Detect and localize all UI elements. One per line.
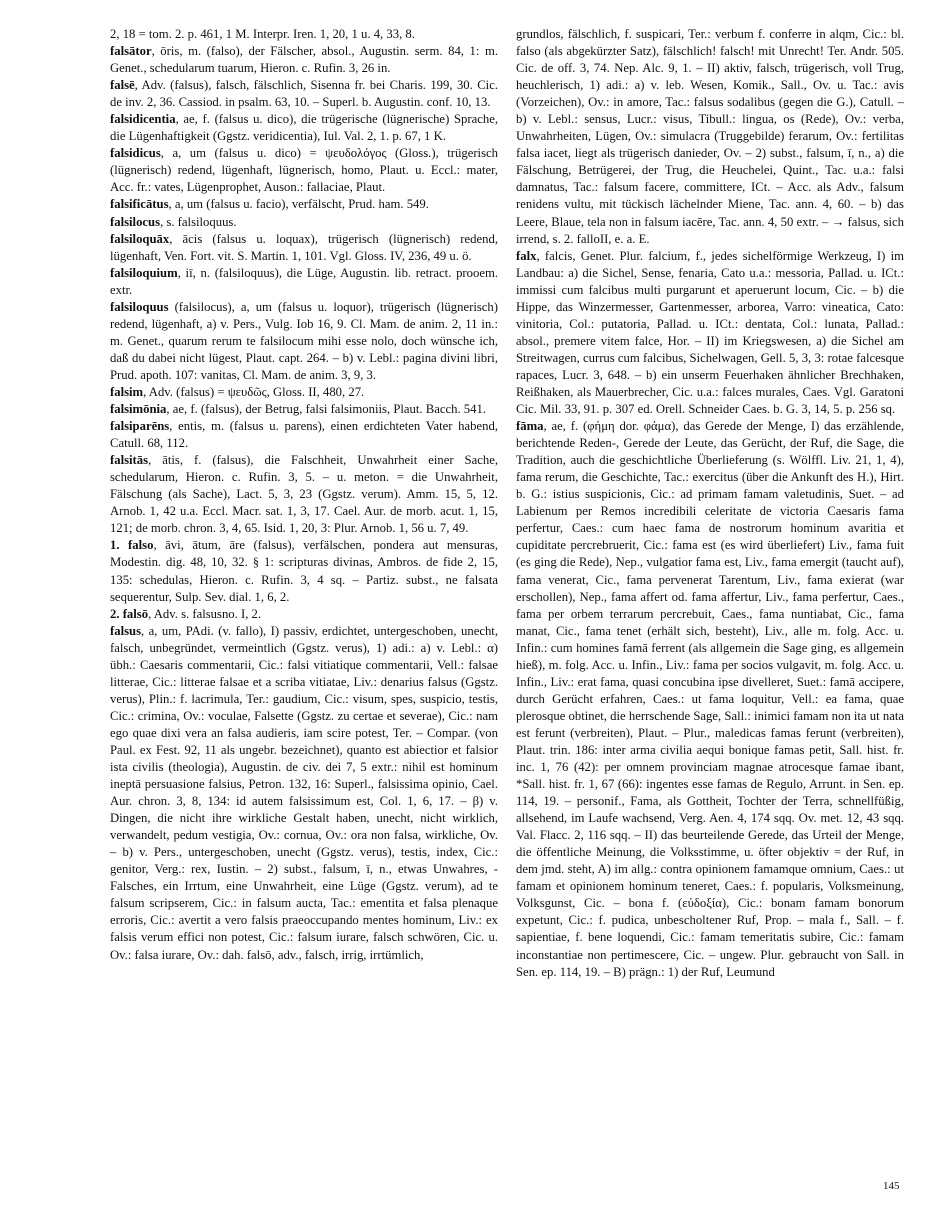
- dictionary-entry: falx, falcis, Genet. Plur. falcium, f., jedes sichelförmige Werkzeug, I) im Landbau: a) die Sichel, Sense, fenaria, Cato u.a.: messoria, Pallad. u. ICt.: immissi cum falcibus multi purgarunt et aperuerunt locum, Cic. – b) die Hippe, das Winzermesser, Gartenmesser, arborea, Varro: vineatica, Cato: vinitoria, Col.: putatoria, Pallad. u. ICt.: dentata, Col.: lunata, Pallad.: absol., premere vitem falce, Hor. – II) im Kriegswesen, a) die Sichel am Streitwagen, currus cum falcibus, Sichelwagen, Gell. 5, 3, 3: rotae falcesque rapaces, Lucr. 3, 648. – b) ein unserm Feuerhaken ähnlicher Brechhaken, Reißhaken, als Mauerbrecher, Cic. u.a.: falces murales, Caes. Vgl. Garatoni Cic. Mil. 33, 91. p. 307 ed. Orell. Schneider Caes. b. G. 3, 14, 5. p. 256 sq.: [516, 248, 904, 417]
- dictionary-entry: 2. falsō, Adv. s. falsusno. I, 2.: [110, 606, 262, 621]
- right-column: [516, 26, 904, 981]
- dictionary-entry: grundlos, fälschlich, f. suspicari, Ter.: verbum f. conferre in alqm, Cic.: bl. falso (als abgekürzter Satz), fälschlich! falsch! mit Unrecht! Ter. Andr. 505. Cic. de off. 3, 74. Nep. Alc. 9, 1. – II) aktiv, falsch, trügerisch, voll Trug, heuchlerisch, 1) adi.: a) v. leb. Wesen, Komik., Sall., Ov. u. Tac.: avis (Vorzeichen), Ov.: in amore, Tac.: falsus sodalibus (gegen die G.), Catull. – b) v. Lebl.: sensus, Lucr.: visus, Tibull.: lingua, os (Rede), Ov.: verba, Unwahrheiten, Lügen, Ov.: simulacra (Truggebilde) ferarum, Ov.: fertilitas falsa iacet, liegt als trügerisch danieder, Ov. – 2) subst., falsum, ī, n., a) die Fälschung, Betrügerei, der Trug, die Heuchelei, Quint., Tac. u.a.: falsi damnatus, Tac.: falsum facere, committere, ICt. – Acc. als Adv., falsum renidens vultu, mit tückisch lächelnder Miene, Tac. ann. 4, 60. – b) das Leere, Blaue, tela non in falsum iacēre, Tac. ann. 4, 50 extr. – → falsus, sich irrend, s. 2. falloII, e. a. E.: [516, 27, 904, 246]
- dictionary-entry: falsidicus, a, um (falsus u. dico) = ψευδολόγος (Gloss.), trügerisch (lügnerisch) redend, lügenhaft, lügnerisch, homo, Plaut. u. Eccl.: mater, Acc. fr.: vates, Lügenprophet, Auson.: fallaciae, Plaut.: [110, 146, 498, 195]
- dictionary-entry: falsiloquāx, ācis (falsus u. loquax), trügerisch (lügnerisch) redend, lügenhaft, Ven. Fort. vit. S. Martin. 1, 101. Vgl. Gloss. IV, 236, 49 u. ö.: [110, 231, 498, 263]
- dictionary-entry: falsē, Adv. (falsus), falsch, fälschlich, Sisenna fr. bei Charis. 199, 30. Cic. de inv. 2, 36. Cassiod. in psalm. 63, 10. – Superl. b. Augustin. conf. 10, 13.: [110, 78, 498, 110]
- dictionary-entry: falsus, a, um, PAdi. (v. fallo), I) passiv, erdichtet, untergeschoben, unecht, falsch, unbegründet, vermeintlich (Ggstz. verus), 1) adi.: a) v. Lebl.: α) übh.: Caesaris commentarii, Cic.: falsi vitiatique commentarii, Vell.: falsae litterae, Cic.: litterae falsae et a scriba vitiatae, Liv.: denarius falsus (Ggstz. verus), Plin.: f. lacrimula, Ter.: gaudium, Cic.: visum, spes, suspicio, testis, Cic.: crimina, Ov.: voculae, Falsette (Ggstz. zu certae et severae), Cic.: nam ego quae dixi vera an falsa audieris, iam scire potest, Ter. – Compar. (von Paul. ex Fest. 92, 11 als ungebr. bezeichnet), quanto est abiectior et falsior ista civilis (theologia), Augustin. de civ. dei 7, 5 extr.: nihil est hominum ineptā persuasione falsius, Petron. 132, 16: Superl., falsissima opinio, Cael. Aur. chron. 3, 8, 134: id autem falsissimum est, Col. 1, 6, 17. – β) v. Dingen, die nicht ihre wirkliche Gestalt haben, unecht, nicht wirklich, verwandelt, pedum vestigia, Ov.: cornua, Ov.: ora non falsa, wirkliche, Ov. – b) v. Pers., untergeschoben, unecht (Ggstz. verus), testis, index, Cic.: genitor, Verg.: rex, Iustin. – 2) subst., falsum, ī, n., etwas Unwahres, -Falsches, ein Irrtum, eine Unwahrheit, eine Lüge (Ggstz. verum), ad te falsum scripserem, Cic.: in falsum aucta, Tac.: ementita et falsa plenaque erroris, Cic.: avertit a vero falsis praeoccupando mentes hominum, Liv.: ex falsis verum effici non potest, Cic.: falsum iurare, falsch schwören, Cic. u. Ov.: falsa iurare, Ov.: dah. falsō, adv., falsch, irrig, irrtümlich,: [110, 623, 498, 962]
- dictionary-entry: falsilocus, s. falsiloquus.: [110, 214, 237, 229]
- dictionary-entry: 1. falso, āvi, ātum, āre (falsus), verfälschen, pondera aut mensuras, Modestin. dig. 48, 10, 32. § 1: scripturas divinas, Ambros. de fide 2, 15, 135: schedulas, Hieron. c. Rufin. 3, 4 sq. – Partiz. subst., ne falsata sequerentur, Sulp. Sev. dial. 1, 6, 2.: [110, 538, 498, 604]
- dictionary-entry: falsātor, ōris, m. (falso), der Fälscher, absol., Augustin. serm. 84, 1: m. Genet., schedularum tuarum, Hieron. c. Rufin. 3, 26 in.: [110, 44, 498, 76]
- dictionary-entry: falsidicentia, ae, f. (falsus u. dico), die trügerische (lügnerische) Sprache, die Lügenhaftigkeit (Ggstz. veridicentia), Iul. Val. 2, 1. p. 67, 1 K.: [110, 112, 498, 144]
- dictionary-entry: fāma, ae, f. (φήμη dor. φάμα), das Gerede der Menge, I) das erzählende, berichtende Reden-, Gerede der Leute, das Gerücht, der Ruf, die Sage, die Tradition, auch die geschichtliche Überlieferung (s. Wölffl. Liv. 21, 1, 4), fama rerum, die Geschichte, Tac.: exercitus (über die Ankunft des H.), Hirt. b. G.: istius suspicionis, Cic.: ad primam famam valetudinis, Suet. – ad Labienum per Remos incredibili celeritate de victoria Caesaris fama perfertur, Caes.: cum haec fama de nostrorum hominum avaritia et cupiditate percrebruerit, Cic.: fama est (es wird überliefert) Liv., fama fuit (es ging die Rede), Nep., vulgatior fama est, Liv., fama emergit (taucht auf), fama venerat, Cic., fama pervenerat Tarentum, Liv., fama exierat (war erschollen), Nep., fama affert od. fama affertur, Liv., fama perfertur, Caes., fama per orbem terrarum percrebuit, Caes., fama nuntiabat, Cic., fama manat, Cic., fama tenet (erhält sich, besteht), Liv., alle m. folg. Acc. u. Infin.: cum homines famā ferrent (als allgemein die Sage ging, es allgemein hieß), m. folg. Acc. u. Infin., Liv.: fama per socios vulgavit, m. folg. Acc. u. Infin., Liv.: erat fama, quasi concubina ipse divelleret, Suet.: famā accipere, durch Gerücht erfahren, Caes.: ut fama loquitur, Vell.: ea fama, quae plerosque obtinet, die herrschende Sage, Sall.: inimici famam non ita ut nata est ferunt (verbreiten), Plaut. – Plur., maledicas famas ferunt (verbreiten), Plaut. trin. 186: inter arma civilia aequi bonique famas petit, Sall. hist. fr. inc. 1, 76 (42): per omnem provinciam magnae atrocesque famae ibant, *Sall. hist. fr. 1, 67 (66): ingentes esse famas de Regulo, Arrunt. in Sen. ep. 114, 19. – personif., Fama, als Gottheit, Tochter der Terra, schnellfüßig, allsehend, im Laufe wachsend, Verg. Aen. 4, 174 sqq. Ov. met. 12, 43 sqq. Val. Flacc. 2, 116 sqq. – II) das beurteilende Gerede, das Urteil der Menge, die öffentliche Meinung, die Volksstimme, u. öfter objektiv = der Ruf, in dem jmd. steht, A) im allg.: contra opinionem famamque omnium, Caes.: ut famam et opinionem hominum teneret, Caes.: f. popularis, Volksmeinung, Volksgunst, Cic. – bona f. (εὐδοξία), Cic.: bonam famam bonorum expetunt, Cic.: f. pudica, unbescholtener Ruf, Prop. – mala f., Sall. – f. sapientiae, f. bene loquendi, Cic.: famam temeritatis subire, Cic.: famam inconstantiae non pertimescere, Cic. – ungew. Plur. gebraucht von Sall. in Sen. ep. 114, 19. – B) prägn.: 1) der Ruf, Leumund: [516, 419, 904, 979]
- dictionary-entry: falsitās, ātis, f. (falsus), die Falschheit, Unwahrheit einer Sache, schedularum, Hieron. c. Rufin. 3, 5. – u. meton. = die Unwahrheit, Fälschung (als Sache), Lact. 5, 3, 23 (Ggstz. verum). Amm. 15, 5, 12. Arnob. 1, 42 u.a. Eccl. Macr. sat. 1, 3, 17. Cael. Aur. de morb. acut. 1, 15, 121; de morb. chron. 3, 4, 65. Isid. 1, 20, 3: Plur. Arnob. 1, 56 u. 7, 49.: [110, 453, 498, 536]
- dictionary-entry: 2, 18 = tom. 2. p. 461, 1 M. Interpr. Iren. 1, 20, 1 u. 4, 33, 8.: [110, 27, 415, 41]
- dictionary-entry: falsiloquium, iī, n. (falsiloquus), die Lüge, Augustin. lib. retract. prooem. extr.: [110, 265, 498, 297]
- dictionary-entry: falsimōnia, ae, f. (falsus), der Betrug, falsi falsimoniis, Plaut. Bacch. 541.: [110, 402, 486, 417]
- page-number: 145: [883, 1180, 900, 1192]
- dictionary-entry: falsiloquus (falsilocus), a, um (falsus u. loquor), trügerisch (lügnerisch) redend, lügenhaft, a) v. Pers., Vulg. Iob 16, 9. Cl. Mam. de anim. 2, 11 in.: m. Genet., quarum rerum te falsilocum mihi esse nolo, doch wünsche ich, daß du dabei nicht lügest, Plaut. capt. 264. – b) v. Lebl.: pagina divini libri, Prud. apoth. 107: vanitas, Cl. Mam. de anim. 3, 9, 3.: [110, 299, 498, 382]
- dictionary-entry: falsificātus, a, um (falsus u. facio), verfälscht, Prud. ham. 549.: [110, 197, 429, 212]
- left-column: [110, 26, 498, 964]
- dictionary-entry: falsiparēns, entis, m. (falsus u. parens), einen erdichteten Vater habend, Catull. 68, 112.: [110, 419, 498, 451]
- dictionary-entry: falsim, Adv. (falsus) = ψευδῶς, Gloss. II, 480, 27.: [110, 384, 365, 399]
